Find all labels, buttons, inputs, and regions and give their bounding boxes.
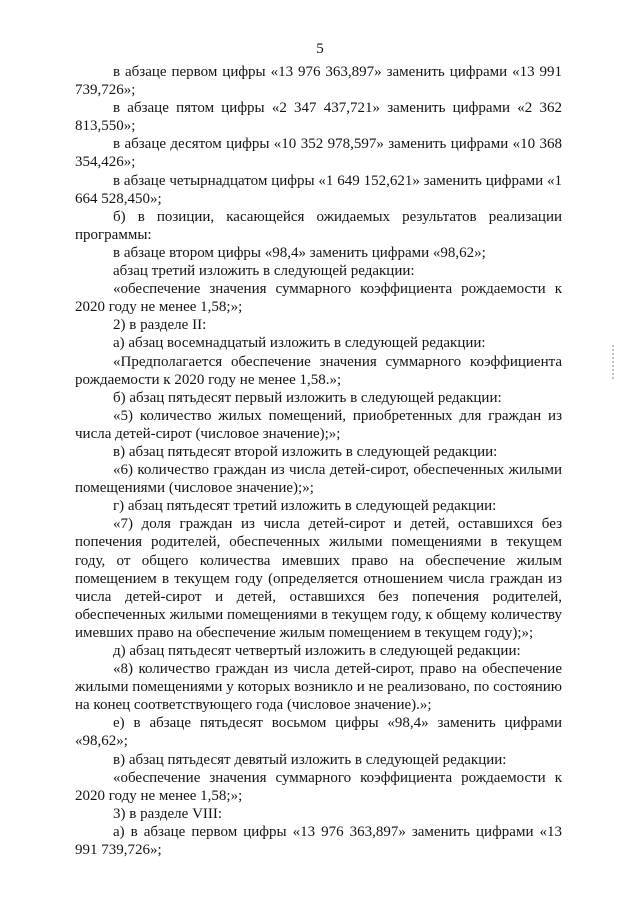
page-number: 5: [316, 41, 324, 57]
paragraph: «обеспечение значения суммарного коэффициента рождаемости к 2020 году не менее 1,58;»;: [75, 281, 562, 316]
paragraph: в) абзац пятьдесят второй изложить в следующей редакции:: [113, 443, 498, 460]
paragraph: абзац третий изложить в следующей редакции:: [113, 263, 415, 280]
paragraph: в абзаце пятом цифры «2 347 437,721» заменить цифрами «2 362 813,550»;: [75, 100, 562, 135]
paragraph: б) абзац пятьдесят первый изложить в следующей редакции:: [113, 389, 502, 406]
document-body: [75, 63, 562, 859]
paragraph: г) абзац пятьдесят третий изложить в следующей редакции:: [113, 498, 497, 515]
scan-margin-mark: [612, 345, 614, 381]
paragraph: 2) в разделе II:: [113, 317, 207, 334]
paragraph: в абзаце десятом цифры «10 352 978,597» заменить цифрами «10 368 354,426»;: [75, 136, 562, 171]
paragraph: а) абзац восемнадцатый изложить в следующей редакции:: [113, 335, 486, 352]
paragraph: в абзаце четырнадцатом цифры «1 649 152,621» заменить цифрами «1 664 528,450»;: [75, 172, 562, 207]
paragraph: б) в позиции, касающейся ожидаемых результатов реализации программы:: [75, 208, 562, 243]
paragraph: д) абзац пятьдесят четвертый изложить в следующей редакции:: [113, 643, 521, 659]
paragraph: «6) количество граждан из числа детей-сирот, обеспеченных жилыми помещениями (числовое значение);»;: [75, 462, 562, 497]
paragraph: а) в абзаце первом цифры «13 976 363,897» заменить цифрами «13 991 739,726»;: [75, 823, 562, 859]
paragraph: в) абзац пятьдесят девятый изложить в следующей редакции:: [113, 751, 507, 768]
paragraph: 3) в разделе VIII:: [113, 805, 223, 822]
paragraph: в абзаце втором цифры «98,4» заменить цифрами «98,62»;: [113, 244, 486, 261]
paragraph: «обеспечение значения суммарного коэффициента рождаемости к 2020 году не менее 1,58;»;: [75, 769, 562, 804]
paragraph: «Предполагается обеспечение значения суммарного коэффициента рождаемости к 2020 году не менее 1,58.»;: [75, 353, 562, 388]
paragraph: «8) количество граждан из числа детей-сирот, право на обеспечение жилыми помещениями у которых возникло и не реализовано, по состоянию на конец соответствующего года (числовое значение).»;: [75, 661, 562, 714]
paragraph: в абзаце первом цифры «13 976 363,897» заменить цифрами «13 991 739,726»;: [75, 64, 562, 99]
paragraph: «7) доля граждан из числа детей-сирот и детей, оставшихся без попечения родителей, обеспеченных жилыми помещениями в текущем году, от общего количества имевших право на обеспечение жилым помещением в текущем году (определяется отношением числа граждан из числа детей-сирот и детей, оставшихся без попечения родителей, обеспеченных жилыми помещениями в текущем году, к общему количеству имевших право на обеспечение жилым помещением в текущем году);»;: [75, 516, 562, 641]
paragraph: е) в абзаце пятьдесят восьмом цифры «98,4» заменить цифрами «98,62»;: [75, 715, 562, 750]
paragraph: «5) количество жилых помещений, приобретенных для граждан из числа детей-сирот (числовое значение);»;: [75, 407, 562, 442]
